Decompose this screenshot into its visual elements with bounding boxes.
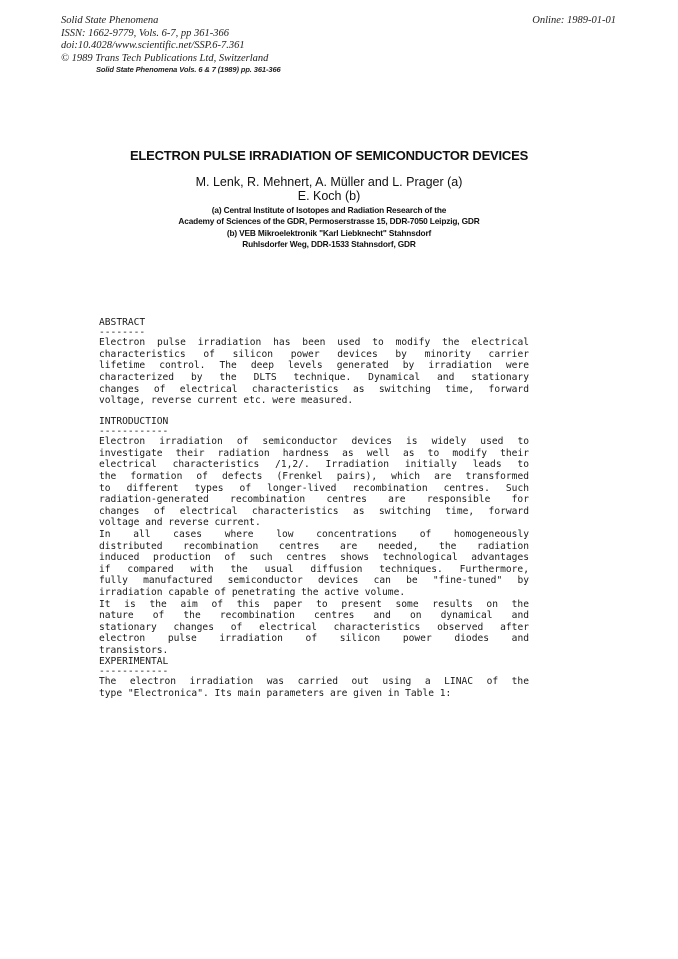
text-line: Electron irradiation of semiconductor devices is widely used to [99,436,529,448]
citation-header [61,15,268,65]
authors-line-1: M. Lenk, R. Mehnert, A. Müller and L. Prager (a) [195,175,463,189]
text-line: voltage and reverse current. [99,517,261,529]
section-heading: ABSTRACT [99,317,146,328]
issn-line: ISSN: 1662-9779, Vols. 6-7, pp 361-366 [61,27,229,39]
text-line: the formation of defects (Frenkel pairs), which are transformed [99,470,529,482]
text-line: distributed recombination centres are needed, the radiation [99,540,529,552]
heading-underline: -------- [99,327,146,339]
text-line: radiation-generated recombination centres are responsible for [99,494,529,506]
text-line: The electron irradiation was carried out using a LINAC of the [99,676,529,688]
text-line: transistors. [99,644,169,656]
authors-line-2: E. Koch (b) [297,189,361,203]
text-line: to different types of longer-lived recombination centres. Such [99,482,529,494]
abstract-text [99,337,529,407]
journal-reference: Solid State Phenomena Vols. 6 & 7 (1989) pp. 361-366 [96,65,281,74]
text-line: lifetime control. The deep levels generated by irradiation were [99,360,529,372]
text-line: electrical characteristics /1,2/. Irradiation initially leads to [99,459,529,471]
text-line: changes of electrical characteristics as switching time, forward [99,505,529,517]
abstract-section [99,317,529,407]
heading-underline: ------------ [99,426,169,438]
section-heading: INTRODUCTION [99,416,169,427]
introduction-section [99,416,529,656]
affiliations [0,205,668,250]
paper-title: ELECTRON PULSE IRRADIATION OF SEMICONDUCTOR DEVICES [129,148,529,163]
text-line: type "Electronica". Its main parameters are given in Table 1: [99,687,452,699]
affiliation-line: (a) Central Institute of Isotopes and Radiation Research of the [211,205,447,215]
experimental-section [99,656,529,699]
online-date: Online: 1989-01-01 [532,15,616,26]
text-line: electron pulse irradiation of silicon power diodes and [99,633,529,645]
affiliation-line: (b) VEB Mikroelektronik "Karl Liebknecht" Stahnsdorf [226,227,432,238]
text-line: if compared with the usual diffusion techniques. Furthermore, [99,563,529,575]
affiliation-line: Academy of Sciences of the GDR, Permoserstrasse 15, DDR-7050 Leipzig, GDR [178,216,480,227]
text-line: irradiation capable of penetrating the active volume. [99,586,406,598]
text-line: changes of electrical characteristics as switching time, forward [99,383,529,395]
experimental-text [99,676,529,699]
text-line: characterized by the DLTS technique. Dynamical and stationary [99,371,529,383]
author-block [0,175,668,203]
text-line: investigate their radiation hardness as well as to modify their [99,447,529,459]
doi-line: doi:10.4028/www.scientific.net/SSP.6-7.361 [61,40,245,52]
text-line: fully manufactured semiconductor devices can be "fine-tuned" by [99,575,529,587]
text-line: stationary changes of electrical characteristics observed after [99,621,529,633]
text-line: Electron pulse irradiation has been used to modify the electrical [99,337,529,349]
journal-name: Solid State Phenomena [61,15,159,26]
text-line: It is the aim of this paper to present some results on the [99,598,529,610]
text-line: In all cases where low concentrations of homogeneously [99,528,529,540]
text-line: induced production of such centres shows technological advantages [99,552,529,564]
text-line: voltage, reverse current etc. were measured. [99,395,354,407]
heading-underline: ------------ [99,666,169,678]
text-line: characteristics of silicon power devices by minority carrier [99,348,529,360]
section-heading: EXPERIMENTAL [99,656,169,667]
introduction-text [99,436,529,656]
affiliation-line: Ruhlsdorfer Weg, DDR-1533 Stahnsdorf, GDR [242,238,416,249]
copyright-line: © 1989 Trans Tech Publications Ltd, Switzerland [61,52,269,64]
text-line: nature of the recombination centres and on dynamical and [99,610,529,622]
